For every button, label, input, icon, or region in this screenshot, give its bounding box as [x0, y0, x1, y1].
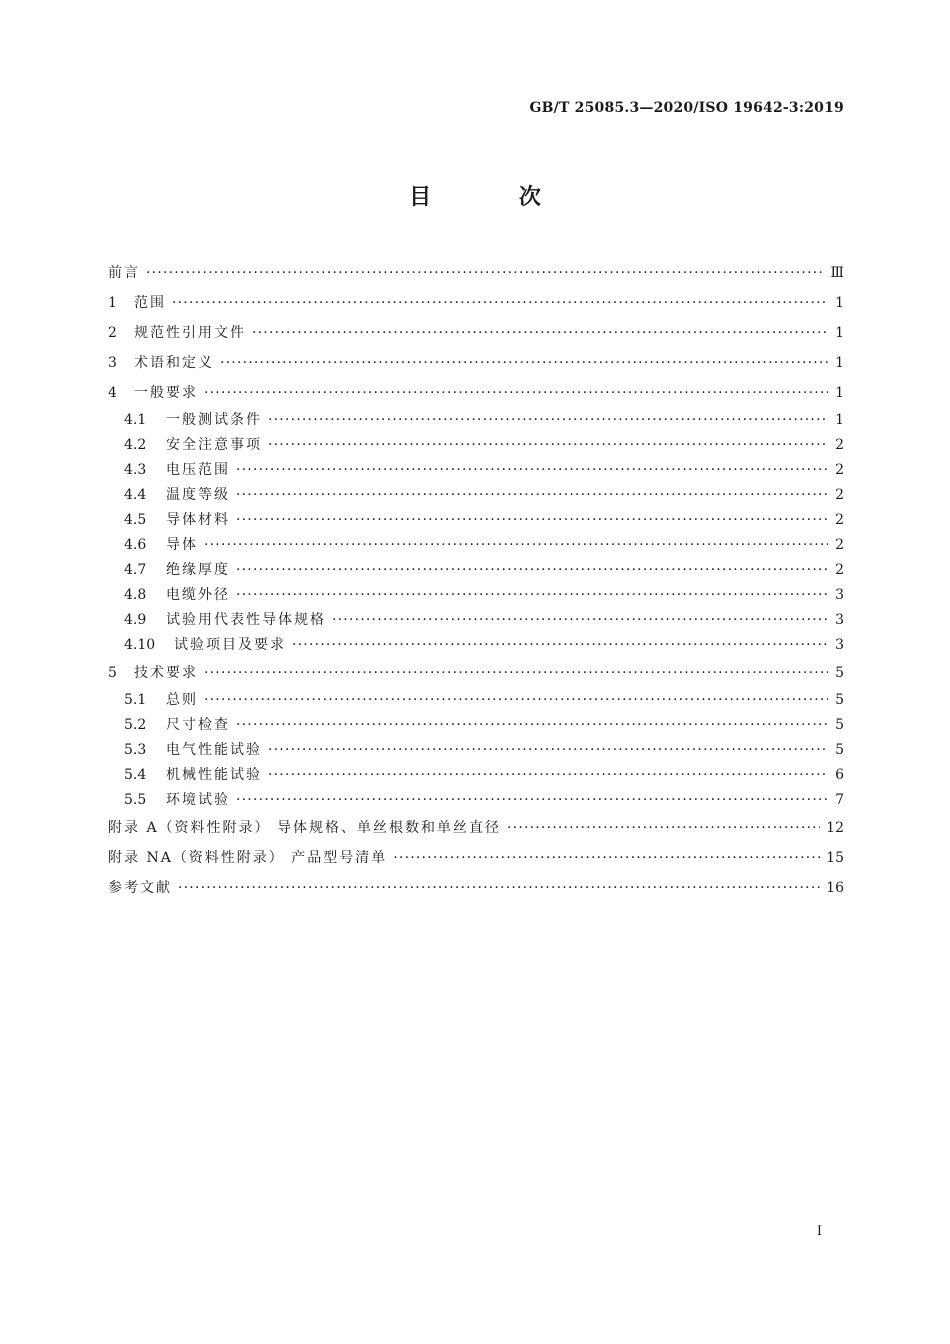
toc-entry-label: 一般要求 [134, 385, 198, 401]
toc-entry-number: 4.4 [124, 487, 147, 503]
toc-leader-dots [268, 738, 828, 763]
toc-entry-label: 附录 A（资料性附录） 导体规格、单丝根数和单丝直径 [108, 820, 502, 836]
toc-entry-label: 绝缘厚度 [166, 562, 230, 578]
toc-entry-number: 4.7 [124, 562, 147, 578]
toc-entry[interactable] [108, 608, 844, 633]
page-title: 目 次 [409, 184, 581, 210]
toc-entry[interactable] [108, 873, 844, 903]
toc-leader-dots [236, 713, 828, 738]
toc-entry[interactable] [108, 458, 844, 483]
toc-leader-dots [268, 433, 828, 458]
toc-leader-dots [204, 533, 828, 558]
toc-entry-number: 5.1 [124, 692, 147, 708]
toc-entry[interactable] [108, 483, 844, 508]
toc-entry-label: 前言 [108, 265, 140, 281]
toc-entry-page: Ⅲ [830, 265, 844, 281]
toc-entry-label: 试验项目及要求 [174, 637, 286, 653]
toc-entry[interactable] [108, 788, 844, 813]
toc-entry-number: 5.2 [124, 717, 147, 733]
toc-entry[interactable] [108, 633, 844, 658]
table-of-contents [108, 258, 844, 903]
toc-entry-page: 3 [835, 612, 844, 628]
toc-entry[interactable] [108, 583, 844, 608]
toc-entry-page: 5 [835, 692, 844, 708]
toc-entry[interactable] [108, 738, 844, 763]
toc-entry[interactable] [108, 408, 844, 433]
toc-entry-number: 4.5 [124, 512, 147, 528]
toc-entry[interactable] [108, 688, 844, 713]
toc-entry-page: 5 [835, 742, 844, 758]
toc-entry-label: 环境试验 [166, 792, 230, 808]
toc-entry-number: 4.8 [124, 587, 147, 603]
toc-leader-dots [178, 873, 820, 903]
toc-entry-page: 5 [835, 665, 844, 681]
toc-leader-dots [146, 258, 824, 288]
toc-leader-dots [172, 288, 828, 318]
toc-entry-page: 12 [826, 820, 844, 836]
toc-entry-number: 4.2 [124, 437, 147, 453]
toc-entry[interactable] [108, 288, 844, 318]
toc-entry-page: 5 [835, 717, 844, 733]
toc-entry[interactable] [108, 378, 844, 408]
toc-entry-page: 7 [835, 792, 844, 808]
toc-entry-page: 15 [826, 850, 844, 866]
toc-leader-dots [332, 608, 828, 633]
toc-leader-dots [204, 688, 828, 713]
toc-entry[interactable] [108, 433, 844, 458]
toc-entry-label: 范围 [134, 295, 166, 311]
toc-entry-page: 2 [835, 537, 844, 553]
toc-entry-label: 安全注意事项 [166, 437, 262, 453]
toc-entry-label: 参考文献 [108, 880, 172, 896]
toc-entry[interactable] [108, 348, 844, 378]
toc-leader-dots [220, 348, 828, 378]
toc-entry-number: 5.5 [124, 792, 147, 808]
toc-entry-number: 4.10 [124, 637, 156, 653]
toc-entry-label: 规范性引用文件 [134, 325, 246, 341]
toc-entry[interactable] [108, 843, 844, 873]
toc-entry-label: 总则 [166, 692, 198, 708]
toc-entry-label: 电缆外径 [166, 587, 230, 603]
toc-entry-number: 5 [108, 665, 117, 681]
toc-entry-page: 1 [835, 385, 844, 401]
toc-leader-dots [252, 318, 828, 348]
toc-entry-number: 5.3 [124, 742, 147, 758]
toc-entry[interactable] [108, 533, 844, 558]
toc-entry[interactable] [108, 508, 844, 533]
toc-entry-page: 1 [835, 325, 844, 341]
page-number: Ⅰ [816, 1224, 822, 1239]
toc-leader-dots [236, 483, 828, 508]
toc-entry-number: 4.6 [124, 537, 147, 553]
toc-entry-page: 3 [835, 587, 844, 603]
toc-entry-page: 2 [835, 462, 844, 478]
toc-entry-label: 尺寸检查 [166, 717, 230, 733]
toc-leader-dots [236, 458, 828, 483]
toc-entry-label: 术语和定义 [134, 355, 214, 371]
toc-entry-number: 4.3 [124, 462, 147, 478]
toc-entry-page: 3 [835, 637, 844, 653]
toc-entry-label: 附录 NA（资料性附录） 产品型号清单 [108, 850, 388, 866]
toc-entry-page: 1 [835, 295, 844, 311]
toc-leader-dots [292, 633, 828, 658]
toc-entry-label: 技术要求 [134, 665, 198, 681]
toc-entry[interactable] [108, 763, 844, 788]
toc-entry-number: 5.4 [124, 767, 147, 783]
toc-entry-page: 1 [835, 412, 844, 428]
toc-entry-label: 一般测试条件 [166, 412, 262, 428]
toc-entry-page: 2 [835, 437, 844, 453]
toc-entry-label: 导体材料 [166, 512, 230, 528]
toc-entry[interactable] [108, 658, 844, 688]
toc-entry-number: 4.9 [124, 612, 147, 628]
toc-entry-page: 6 [835, 767, 844, 783]
toc-leader-dots [204, 658, 828, 688]
toc-leader-dots [268, 408, 828, 433]
toc-entry-number: 1 [108, 295, 117, 311]
toc-leader-dots [268, 763, 828, 788]
toc-entry-label: 导体 [166, 537, 198, 553]
toc-leader-dots [393, 843, 820, 873]
toc-entry-number: 4 [108, 385, 117, 401]
toc-entry-label: 机械性能试验 [166, 767, 262, 783]
toc-entry-number: 3 [108, 355, 117, 371]
toc-entry-label: 电气性能试验 [166, 742, 262, 758]
toc-leader-dots [236, 558, 828, 583]
toc-entry-page: 16 [826, 880, 844, 896]
toc-entry-label: 温度等级 [166, 487, 230, 503]
toc-entry-page: 2 [835, 512, 844, 528]
standard-id-header: GB/T 25085.3—2020/ISO 19642-3:2019 [529, 100, 844, 116]
toc-entry-label: 试验用代表性导体规格 [166, 612, 326, 628]
toc-leader-dots [204, 378, 828, 408]
toc-entry[interactable] [108, 558, 844, 583]
toc-entry-number: 4.1 [124, 412, 147, 428]
toc-leader-dots [507, 813, 820, 843]
toc-leader-dots [236, 583, 828, 608]
toc-entry[interactable] [108, 713, 844, 738]
toc-entry[interactable] [108, 318, 844, 348]
toc-entry[interactable] [108, 258, 844, 288]
toc-entry[interactable] [108, 813, 844, 843]
toc-entry-number: 2 [108, 325, 117, 341]
toc-leader-dots [236, 508, 828, 533]
toc-entry-page: 2 [835, 562, 844, 578]
toc-leader-dots [236, 788, 828, 813]
toc-entry-page: 1 [835, 355, 844, 371]
toc-entry-page: 2 [835, 487, 844, 503]
toc-entry-label: 电压范围 [166, 462, 230, 478]
